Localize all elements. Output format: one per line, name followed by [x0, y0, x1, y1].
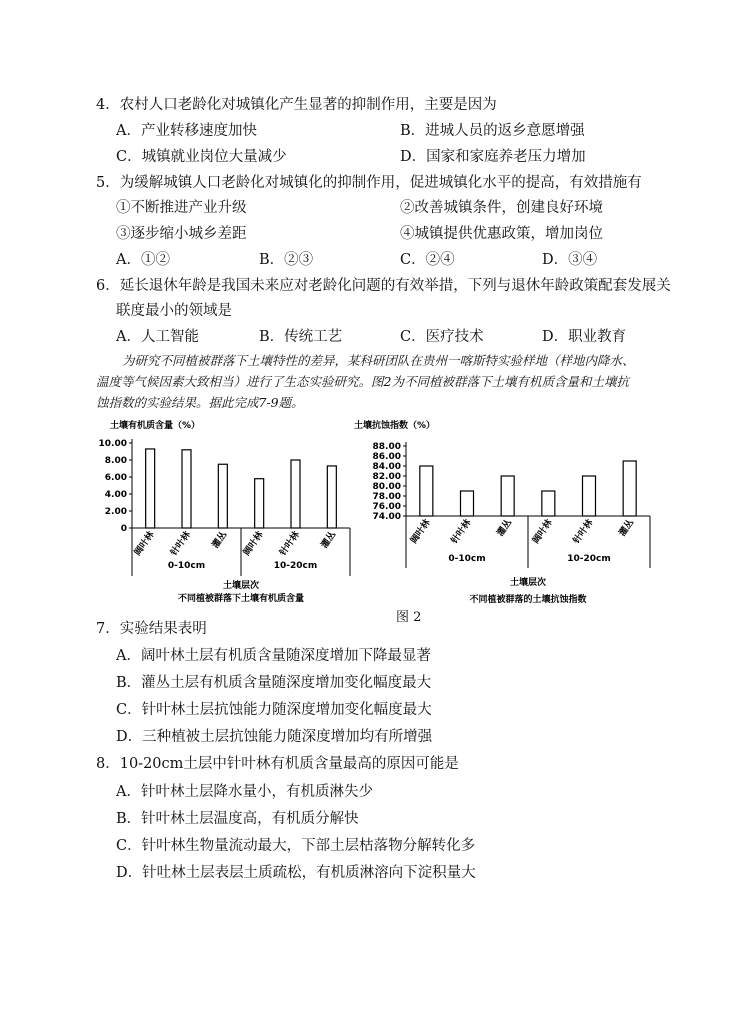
- q6-stem-line2: 联度最小的领域是: [116, 303, 232, 319]
- q8-option-c: C．针叶林生物量流动最大，下部土层枯落物分解转化多: [116, 838, 476, 854]
- q8-stem: 8．10-20cm土层中针叶林有机质含量最高的原因可能是: [96, 756, 459, 772]
- q5-item-1: ①不断推进产业升级: [116, 200, 247, 216]
- q5-item-4: ④城镇提供优惠政策，增加岗位: [400, 226, 603, 242]
- y-tick-label: 4.00: [104, 490, 127, 500]
- x-category-label: 针叶林: [571, 517, 596, 546]
- y-tick-label: 6.00: [104, 473, 127, 483]
- organic-matter-chart-svg: [98, 418, 360, 608]
- q7-option-c: C．针叶林土层抗蚀能力随深度增加变化幅度最大: [116, 702, 432, 718]
- q5-stem: 5．为缓解城镇人口老龄化对城镇化的抑制作用，促进城镇化水平的提高，有效措施有: [96, 175, 642, 191]
- q8-option-d: D．针吐林土层表层土质疏松，有机质淋溶向下淀积量大: [116, 865, 476, 881]
- q5-option-b: B．②③: [259, 252, 314, 268]
- chart-caption: 不同植被群落下土壤有机质含量: [177, 594, 305, 604]
- q8-option-b: B．针叶林土层温度高，有机质分解快: [116, 811, 359, 827]
- q6-option-a: A．人工智能: [116, 329, 199, 345]
- y-tick-label: 2.00: [104, 507, 127, 517]
- q5-option-d: D．③④: [542, 252, 598, 268]
- x-category-label: 阔叶林: [132, 529, 157, 558]
- bar: [583, 476, 596, 516]
- passage-text: 为研究不同植被群落下土壤特性的差异，某科研团队在贵州一喀斯特实验样地（样地内降水、温度等气候因素大致相当）进行了生态实验研究。图2为不同植被群落下土壤有机质含量和土壤抗蚀指数的实验结果。据此完成7-9题。: [96, 353, 635, 410]
- passage: [96, 350, 641, 413]
- y-axis-title: 土壤有机质含量（%）: [110, 421, 201, 431]
- bar: [146, 449, 155, 528]
- x-category-label: 阔叶林: [409, 517, 433, 546]
- y-tick-label: 10.00: [98, 439, 127, 449]
- x-category-label: 灌丛: [319, 529, 339, 551]
- q6-option-c: C．医疗技术: [400, 329, 484, 345]
- group-label: 10-20cm: [273, 561, 318, 571]
- group-label: 10-20cm: [567, 554, 611, 564]
- q5-item-3: ③逐步缩小城乡差距: [116, 226, 247, 242]
- y-tick-label: 84.00: [372, 462, 401, 472]
- q6-option-b: B．传统工艺: [259, 329, 343, 345]
- x-category-label: 灌丛: [495, 517, 515, 539]
- y-tick-label: 86.00: [372, 452, 401, 462]
- q7-stem: 7．实验结果表明: [96, 621, 207, 637]
- x-axis-title: 土壤层次: [222, 581, 260, 591]
- q4-option-b: B．进城人员的返乡意愿增强: [400, 123, 585, 139]
- y-axis-title: 土壤抗蚀指数（%）: [354, 421, 436, 431]
- q5-item-2: ②改善城镇条件，创建良好环境: [400, 200, 603, 216]
- y-tick-label: 88.00: [372, 442, 401, 452]
- x-category-label: 灌丛: [210, 529, 230, 551]
- q4-option-d: D．国家和家庭养老压力增加: [400, 149, 586, 165]
- q4-option-a: A．产业转移速度加快: [116, 123, 257, 139]
- x-category-label: 阔叶林: [531, 517, 555, 546]
- bar: [420, 466, 433, 516]
- q7-option-b: B．灌丛土层有机质含量随深度增加变化幅度最大: [116, 675, 432, 691]
- x-category-label: 阔叶林: [241, 529, 266, 558]
- y-tick-label: 8.00: [104, 456, 127, 466]
- bar: [291, 460, 300, 528]
- x-axis-title: 土壤层次: [509, 578, 547, 588]
- erosion-index-chart-svg: [350, 418, 660, 608]
- q4-stem: 4．农村人口老龄化对城镇化产生显著的抑制作用，主要是因为: [96, 97, 497, 113]
- y-tick-label: 82.00: [372, 472, 401, 482]
- chart-caption: 不同植被群落的土壤抗蚀指数: [469, 595, 587, 605]
- group-label: 0-10cm: [448, 554, 486, 564]
- q6-option-d: D．职业教育: [542, 329, 627, 345]
- x-category-label: 灌丛: [617, 517, 637, 539]
- bar: [182, 450, 191, 528]
- bar: [255, 479, 264, 528]
- group-label: 0-10cm: [167, 561, 206, 571]
- bar: [542, 491, 555, 516]
- bar: [501, 476, 514, 516]
- y-tick-label: 0: [120, 524, 127, 534]
- bar: [461, 491, 474, 516]
- figure-label: 图 2: [396, 610, 422, 625]
- x-category-label: 针叶林: [169, 529, 193, 558]
- bar: [327, 466, 336, 528]
- y-tick-label: 74.00: [372, 512, 401, 522]
- x-category-label: 针叶林: [278, 529, 302, 558]
- organic-matter-chart: [98, 418, 360, 608]
- bar: [218, 464, 227, 528]
- y-tick-label: 80.00: [372, 482, 401, 492]
- q5-option-c: C．②④: [400, 252, 455, 268]
- q6-stem-line1: 6．延长退休年龄是我国未来应对老龄化问题的有效举措，下列与退休年龄政策配套发展关: [96, 278, 671, 294]
- erosion-index-chart: [350, 418, 660, 608]
- q8-option-a: A．针叶林土层降水量小，有机质淋失少: [116, 784, 373, 800]
- bar: [623, 461, 636, 516]
- q4-option-c: C．城镇就业岗位大量减少: [116, 149, 287, 165]
- q5-option-a: A．①②: [116, 252, 170, 268]
- x-category-label: 针叶林: [449, 517, 474, 546]
- y-tick-label: 76.00: [372, 502, 401, 512]
- q7-option-a: A．阔叶林土层有机质含量随深度增加下降最显著: [116, 648, 431, 664]
- q7-option-d: D．三种植被土层抗蚀能力随深度增加均有所增强: [116, 729, 433, 745]
- y-tick-label: 78.00: [372, 492, 401, 502]
